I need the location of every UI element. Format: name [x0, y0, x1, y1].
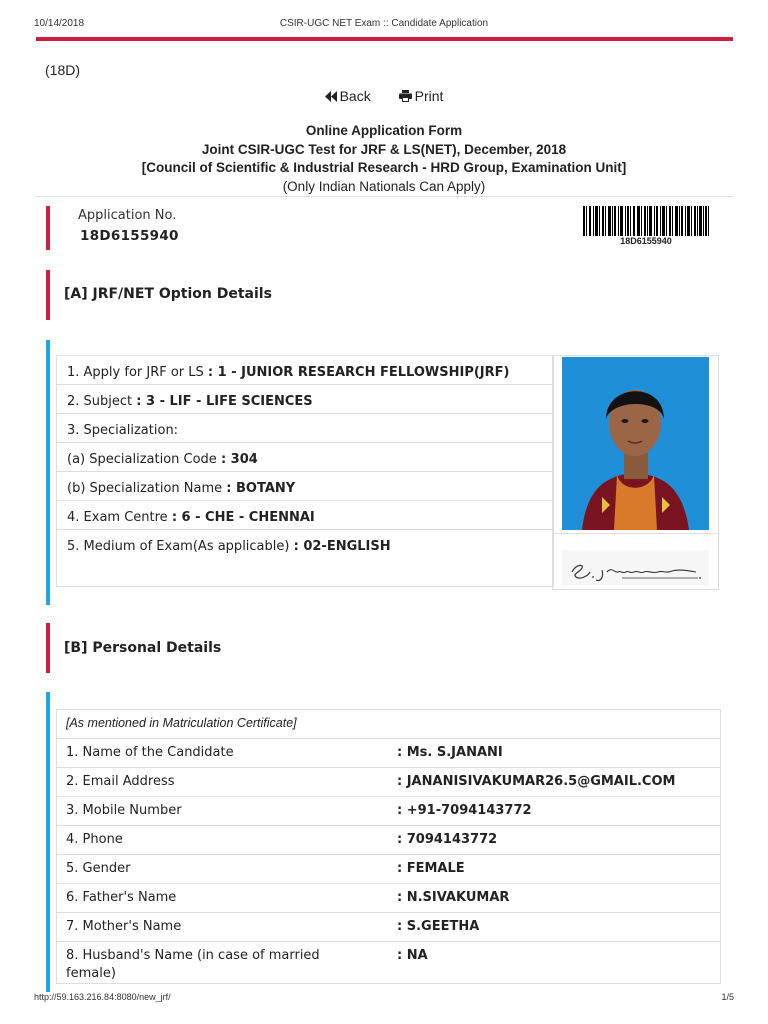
heading-line-2: Joint CSIR-UGC Test for JRF & LS(NET), December, 2018 [201, 141, 567, 157]
back-button[interactable] [325, 88, 371, 104]
printer-icon [399, 90, 412, 102]
candidate-signature [562, 550, 709, 586]
detail-row-husband: 8. Husband's Name (in case of married female) : NA [57, 942, 720, 984]
detail-row-email: 2. Email Address : JANANISIVAKUMAR26.5@GMAIL.COM [57, 768, 720, 797]
detail-row-mother: 7. Mother's Name : S.GEETHA [57, 913, 720, 942]
option-row-spec-code: (a) Specialization Code : 304 [57, 443, 553, 472]
detail-row-father: 6. Father's Name : N.SIVAKUMAR [57, 884, 720, 913]
option-row-specialization: 3. Specialization: [57, 414, 553, 443]
section-a-title: [A] JRF/NET Option Details [64, 286, 272, 302]
exam-code: (18D) [45, 62, 81, 78]
section-a-accent [46, 270, 50, 320]
page-number: 1/5 [721, 992, 734, 1002]
print-header [0, 0, 768, 40]
section-a-content-accent [46, 340, 50, 605]
application-number-label: Application No. [78, 208, 177, 223]
print-button[interactable] [399, 88, 444, 104]
action-bar [0, 88, 768, 104]
option-row-subject: 2. Subject : 3 - LIF - LIFE SCIENCES [57, 385, 553, 414]
form-heading [0, 122, 768, 196]
detail-row-name: 1. Name of the Candidate : Ms. S.JANANI [57, 739, 720, 768]
jrf-options-table [56, 355, 554, 587]
print-label: Print [414, 88, 444, 104]
detail-row-gender: 5. Gender : FEMALE [57, 855, 720, 884]
heading-line-1: Online Application Form [305, 123, 463, 138]
section-b-accent [46, 623, 50, 673]
header-divider [36, 37, 733, 41]
barcode-number: 18D6155940 [620, 236, 672, 246]
option-row-medium: 5. Medium of Exam(As applicable) : 02-ENGLISH [57, 530, 553, 587]
print-date: 10/14/2018 [34, 18, 85, 29]
appno-accent [46, 206, 50, 250]
matriculation-note-row: [As mentioned in Matriculation Certificate] [57, 710, 720, 739]
personal-details-table [56, 709, 721, 984]
back-label: Back [339, 88, 371, 104]
heading-divider [36, 196, 733, 197]
section-b-content-accent [46, 692, 50, 992]
option-row-exam-centre: 4. Exam Centre : 6 - CHE - CHENNAI [57, 501, 553, 530]
application-number: 18D6155940 [80, 228, 179, 244]
detail-row-phone: 4. Phone : 7094143772 [57, 826, 720, 855]
heading-line-4: (Only Indian Nationals Can Apply) [282, 178, 486, 194]
option-row-spec-name: (b) Specialization Name : BOTANY [57, 472, 553, 501]
page-url: http://59.163.216.84:8080/new_jrf/ [34, 992, 171, 1002]
heading-line-3: [Council of Scientific & Industrial Research - HRD Group, Examination Unit] [141, 160, 627, 175]
print-title: CSIR-UGC NET Exam :: Candidate Application [279, 18, 489, 29]
section-b-title: [B] Personal Details [64, 640, 222, 656]
barcode [583, 206, 709, 236]
detail-row-mobile: 3. Mobile Number : +91-7094143772 [57, 797, 720, 826]
photo-divider [552, 533, 719, 534]
option-row-apply: 1. Apply for JRF or LS : 1 - JUNIOR RESEARCH FELLOWSHIP(JRF) [57, 356, 553, 385]
candidate-photo [562, 357, 709, 530]
backward-icon [325, 91, 337, 102]
